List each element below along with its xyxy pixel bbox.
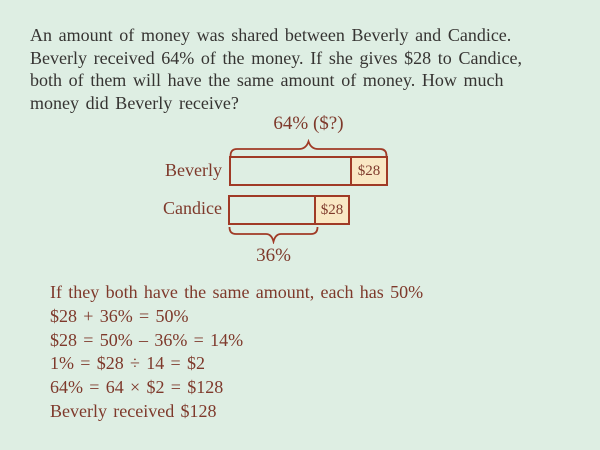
beverly-bar-main-segment bbox=[231, 158, 350, 184]
candice-bar-main-segment bbox=[230, 197, 314, 223]
problem-line: Beverly received 64% of the money. If she gives $28 to Candice, bbox=[30, 47, 522, 68]
solution-line: Beverly received $128 bbox=[50, 400, 217, 421]
solution-line: 1% = $28 ÷ 14 = $2 bbox=[50, 353, 205, 374]
candice-bar bbox=[228, 195, 350, 225]
bottom-brace bbox=[228, 226, 319, 244]
candice-28-label: $28 bbox=[320, 201, 344, 218]
problem-line: money did Beverly receive? bbox=[30, 92, 239, 113]
problem-statement bbox=[30, 24, 580, 114]
solution-line: 64% = 64 × $2 = $128 bbox=[50, 377, 224, 398]
solution-line: $28 = 50% – 36% = 14% bbox=[50, 329, 244, 350]
bottom-brace-label: 36% bbox=[256, 245, 291, 266]
top-brace-label: 64% ($?) bbox=[273, 113, 344, 134]
problem-line: An amount of money was shared between Beverly and Candice. bbox=[30, 25, 512, 45]
beverly-bar bbox=[229, 156, 388, 186]
solution-line: $28 + 36% = 50% bbox=[50, 305, 189, 326]
candice-label: Candice bbox=[163, 198, 222, 218]
top-brace bbox=[229, 139, 388, 157]
beverly-label: Beverly bbox=[165, 160, 222, 180]
candice-bar-28-segment bbox=[314, 197, 348, 223]
problem-line: both of them will have the same amount of money. How much bbox=[30, 70, 504, 90]
beverly-bar-28-segment bbox=[350, 158, 386, 184]
solution-line: If they both have the same amount, each has 50% bbox=[50, 282, 424, 302]
beverly-28-label: $28 bbox=[357, 162, 381, 179]
solution-steps bbox=[50, 281, 570, 424]
